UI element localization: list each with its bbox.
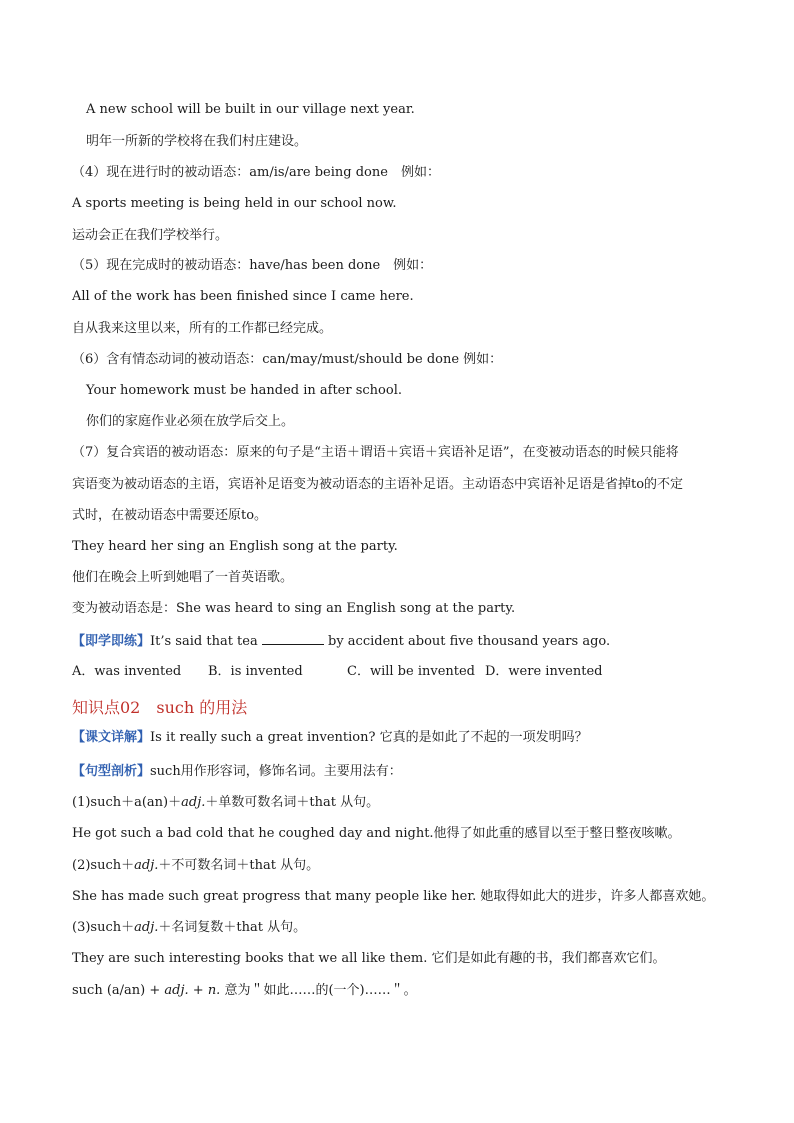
example-sentence: All of the work has been finished since I came here. (72, 289, 414, 304)
usage-example: He got such a bad cold that he coughed day and night.他得了如此重的感冒以至于整日整夜咳嗽。 (72, 826, 681, 841)
section-title: 知识点02 such 的用法 (72, 698, 248, 717)
example-translation: 运动会正在我们学校举行。 (72, 228, 229, 243)
rule-heading: （6）含有情态动词的被动语态：can/may/must/should be done 例如： (72, 352, 503, 367)
practice-tag: 【即学即练】 (72, 634, 151, 649)
answer-blank[interactable] (262, 632, 324, 645)
example-sentence: A new school will be built in our village next year. (86, 102, 415, 117)
pattern-analysis: 【句型剖析】such用作形容词，修饰名词。主要用法有： (72, 764, 402, 779)
practice-question: 【即学即练】It’s said that tea by accident about five thousand years ago. (72, 634, 611, 649)
example-sentence: Your homework must be handed in after school. (86, 383, 402, 398)
rule-heading: （5）现在完成时的被动语态：have/has been done 例如： (72, 258, 433, 273)
example-translation: 你们的家庭作业必须在放学后交上。 (86, 414, 295, 429)
usage-example: They are such interesting books that we all like them. 它们是如此有趣的书，我们都喜欢它们。 (72, 951, 666, 966)
option-d[interactable]: D．were invented (485, 664, 603, 679)
usage-rule: (1)such＋a(an)＋adj.＋单数可数名词＋that 从句。 (72, 795, 380, 810)
example-translation: 他们在晚会上听到她唱了一首英语歌。 (72, 570, 294, 585)
usage-rule: (2)such＋adj.＋不可数名词＋that 从句。 (72, 858, 320, 873)
example-translation: 明年一所新的学校将在我们村庄建设。 (86, 134, 308, 149)
analysis-tag: 【句型剖析】 (72, 764, 151, 779)
rule-paragraph: 式时，在被动语态中需要还原to。 (72, 508, 268, 523)
rule-paragraph: 宾语变为被动语态的主语，宾语补足语变为被动语态的主语补足语。主动语态中宾语补足语是省掉to的不定 (72, 477, 684, 492)
option-b[interactable]: B．is invented (208, 664, 303, 679)
explanation-tag: 【课文详解】 (72, 730, 151, 745)
option-a[interactable]: A．was invented (72, 664, 182, 679)
rule-heading: （4）现在进行时的被动语态：am/is/are being done 例如： (72, 165, 440, 180)
example-translation: 自从我来这里以来，所有的工作都已经完成。 (72, 321, 333, 336)
text-explanation: 【课文详解】Is it really such a great invention? 它真的是如此了不起的一项发明吗？ (72, 730, 588, 745)
usage-example: She has made such great progress that many people like her. 她取得如此大的进步，许多人都喜欢她。 (72, 889, 715, 904)
usage-summary: such (a/an) + adj. + n. 意为＂如此……的(一个)……＂。 (72, 983, 417, 998)
example-sentence: A sports meeting is being held in our school now. (72, 196, 397, 211)
rule-paragraph: （7）复合宾语的被动语态：原来的句子是“主语＋谓语＋宾语＋宾语补足语”，在变被动语态的时候只能将 (72, 445, 679, 460)
example-sentence: They heard her sing an English song at the party. (72, 539, 398, 554)
usage-rule: (3)such＋adj.＋名词复数＋that 从句。 (72, 920, 307, 935)
example-sentence: 变为被动语态是：She was heard to sing an English song at the party. (72, 601, 516, 616)
option-c[interactable]: C．will be invented (347, 664, 476, 679)
